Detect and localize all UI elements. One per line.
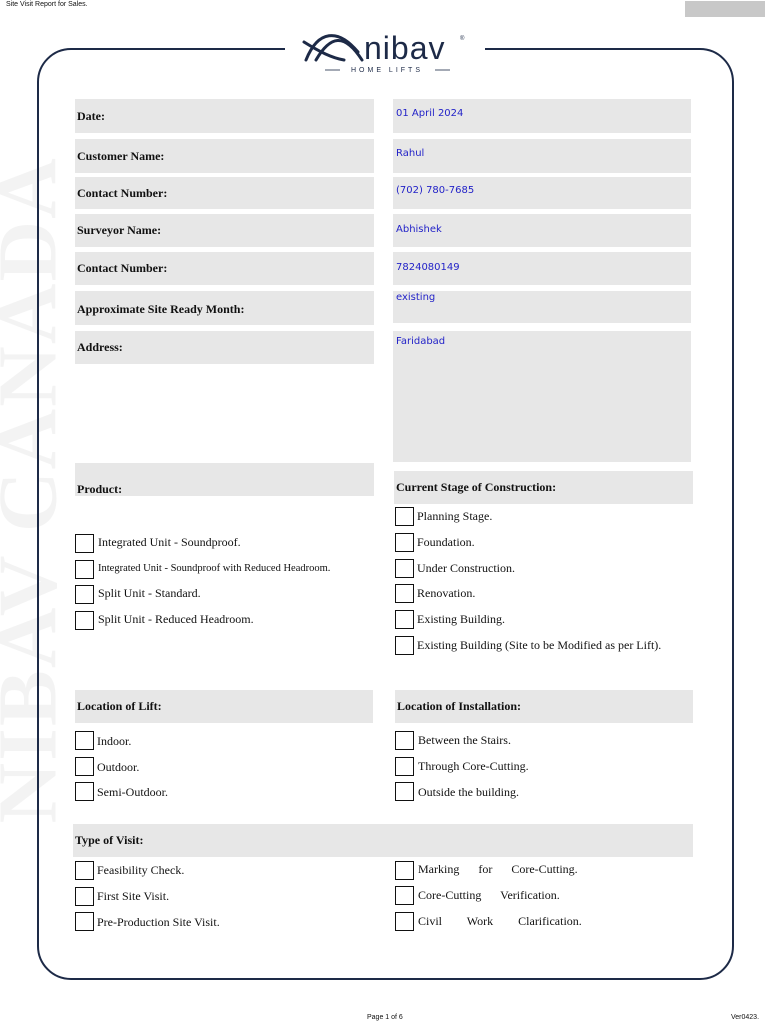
product-option-4: Split Unit - Reduced Headroom. <box>98 612 254 626</box>
installation-checkbox-3[interactable] <box>395 782 414 801</box>
construction-checkbox-1[interactable] <box>395 507 414 526</box>
installation-option-1: Between the Stairs. <box>418 733 511 747</box>
nibav-logo <box>300 22 470 76</box>
lift-location-option-1: Indoor. <box>97 734 132 748</box>
site-ready-month-field[interactable]: existing <box>393 291 691 323</box>
visit-checkbox-pre-production[interactable] <box>75 912 94 931</box>
construction-checkbox-3[interactable] <box>395 559 414 578</box>
construction-checkbox-5[interactable] <box>395 610 414 629</box>
version-label: Ver0423. <box>731 1014 760 1021</box>
visit-checkbox-first-site[interactable] <box>75 887 94 906</box>
construction-option-4: Renovation. <box>417 586 476 600</box>
logo-tagline: HOME LIFTS <box>350 67 424 74</box>
lift-location-option-2: Outdoor. <box>97 760 140 774</box>
lift-location-checkbox-1[interactable] <box>75 731 94 750</box>
page-number: Page 1 of 6 <box>367 1014 403 1021</box>
site-ready-month-label: Approximate Site Ready Month: <box>75 291 374 325</box>
product-option-3: Split Unit - Standard. <box>98 586 201 600</box>
construction-heading: Current Stage of Construction: <box>394 471 693 504</box>
installation-heading: Location of Installation: <box>395 690 693 723</box>
visit-checkbox-marking[interactable] <box>395 861 414 880</box>
lift-location-checkbox-2[interactable] <box>75 757 94 776</box>
product-checkbox-4[interactable] <box>75 611 94 630</box>
visit-type-heading: Type of Visit: <box>73 824 693 857</box>
construction-option-2: Foundation. <box>417 535 475 549</box>
visit-option-marking: Marking for Core-Cutting. <box>418 862 578 876</box>
construction-option-6: Existing Building (Site to be Modified as per Lift). <box>417 638 662 652</box>
product-checkbox-1[interactable] <box>75 534 94 553</box>
visit-option-verification: Core-Cutting Verification. <box>418 888 560 902</box>
logo-registered: ® <box>460 36 465 42</box>
visit-option-first-site: First Site Visit. <box>97 889 170 903</box>
product-option-2: Integrated Unit - Soundproof with Reduced Headroom. <box>98 563 331 574</box>
construction-checkbox-4[interactable] <box>395 584 414 603</box>
lift-location-heading: Location of Lift: <box>75 690 373 723</box>
surveyor-contact-field[interactable]: 7824080149 <box>393 252 691 285</box>
product-option-1: Integrated Unit - Soundproof. <box>98 535 241 549</box>
installation-checkbox-2[interactable] <box>395 757 414 776</box>
visit-option-feasibility: Feasibility Check. <box>97 863 185 877</box>
construction-option-5: Existing Building. <box>417 612 506 626</box>
surveyor-name-field[interactable]: Abhishek <box>393 214 691 247</box>
construction-option-3: Under Construction. <box>417 561 515 575</box>
header-gray-tab <box>685 1 765 17</box>
installation-option-3: Outside the building. <box>418 785 519 799</box>
header-note: Site Visit Report for Sales. <box>6 1 88 8</box>
installation-checkbox-1[interactable] <box>395 731 414 750</box>
construction-checkbox-6[interactable] <box>395 636 414 655</box>
customer-name-label: Customer Name: <box>75 139 374 173</box>
visit-checkbox-feasibility[interactable] <box>75 861 94 880</box>
installation-option-2: Through Core-Cutting. <box>418 759 529 773</box>
visit-option-civil: Civil Work Clarification. <box>418 914 582 928</box>
date-label: Date: <box>75 99 374 133</box>
construction-checkbox-2[interactable] <box>395 533 414 552</box>
lift-location-checkbox-3[interactable] <box>75 782 94 801</box>
product-heading: Product: <box>75 463 374 496</box>
visit-checkbox-civil[interactable] <box>395 912 414 931</box>
product-checkbox-3[interactable] <box>75 585 94 604</box>
construction-option-1: Planning Stage. <box>417 509 493 523</box>
address-field[interactable]: Faridabad <box>393 331 691 462</box>
product-checkbox-2[interactable] <box>75 560 94 579</box>
surveyor-contact-label: Contact Number: <box>75 252 374 285</box>
customer-contact-label: Contact Number: <box>75 177 374 209</box>
address-label: Address: <box>75 331 374 364</box>
surveyor-name-label: Surveyor Name: <box>75 214 374 247</box>
lift-location-option-3: Semi-Outdoor. <box>97 785 168 799</box>
logo-brand: nibav <box>364 30 446 66</box>
visit-option-pre-production: Pre-Production Site Visit. <box>97 915 220 929</box>
customer-name-field[interactable]: Rahul <box>393 139 691 173</box>
date-field[interactable]: 01 April 2024 <box>393 99 691 133</box>
visit-checkbox-verification[interactable] <box>395 886 414 905</box>
customer-contact-field[interactable]: (702) 780-7685 <box>393 177 691 209</box>
